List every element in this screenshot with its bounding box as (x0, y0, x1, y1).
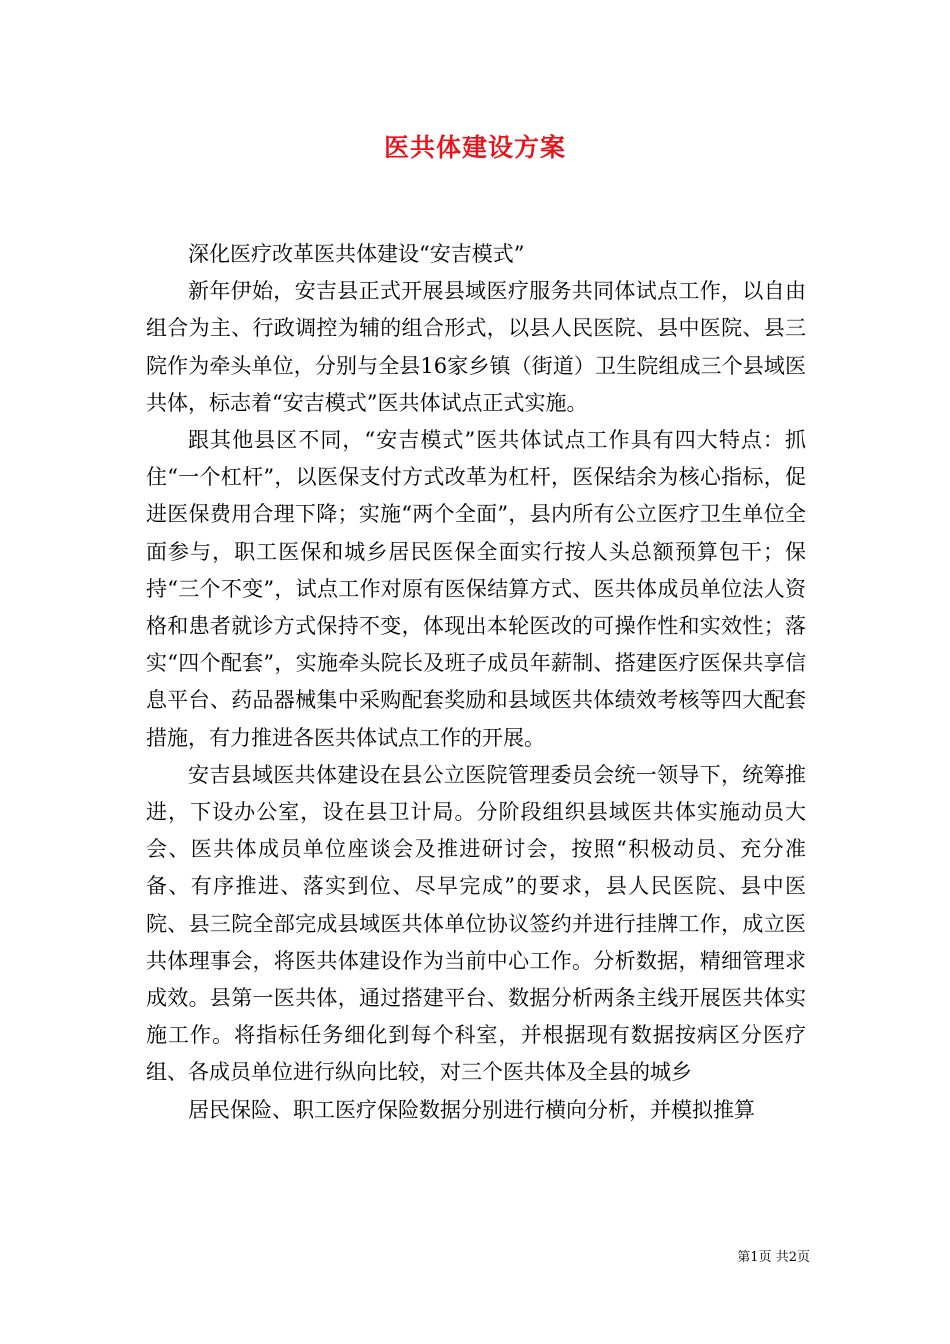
footer-prefix: 第 (737, 1250, 751, 1265)
paragraph-2: 跟其他县区不同，“安吉模式”医共体试点工作具有四大特点：抓住“一个杠杆”，以医保支付方式改革为杠杆，医保结余为核心指标，促进医保费用合理下降；实施“两个全面”，县内所有公立医疗卫生单位全面参与，职工医保和城乡居民医保全面实行按人头总额预算包干；保持“三个不变”，试点工作对原有医保结算方式、医共体成员单位法人资格和患者就诊方式保持不变，体现出本轮医改的可操作性和实效性；落实“四个配套”，实施牵头院长及班子成员年薪制、搭建医疗医保共享信息平台、药品器械集中采购配套奖励和县域医共体绩效考核等四大配套措施，有力推进各医共体试点工作的开展。 (146, 428, 806, 750)
document-title: 医共体建设方案 (383, 133, 566, 162)
page-footer (700, 1248, 810, 1268)
document-body (146, 236, 806, 1129)
footer-middle: 页 共 (758, 1250, 789, 1265)
paragraph-4: 居民保险、职工医疗保险数据分别进行横向分析，并模拟推算 (188, 1097, 755, 1122)
paragraph-subtitle: 深化医疗改革医共体建设“安吉模式” (188, 242, 525, 266)
footer-current-page: 1 (750, 1250, 759, 1265)
footer-total-pages: 2 (788, 1250, 797, 1265)
footer-suffix: 页 (796, 1250, 810, 1265)
paragraph-3: 安吉县域医共体建设在县公立医院管理委员会统一领导下，统筹推进，下设办公室，设在县卫计局。分阶段组织县域医共体实施动员大会、医共体成员单位座谈会及推进研讨会，按照“积极动员、充分准备、有序推进、落实到位、尽早完成”的要求，县人民医院、县中医院、县三院全部完成县域医共体单位协议签约并进行挂牌工作，成立医共体理事会，将医共体建设作为当前中心工作。分析数据，精细管理求成效。县第一医共体，通过搭建平台、数据分析两条主线开展医共体实施工作。将指标任务细化到每个科室，并根据现有数据按病区分医疗组、各成员单位进行纵向比较，对三个医共体及全县的城乡 (146, 762, 806, 1085)
paragraph-1: 新年伊始，安吉县正式开展县域医疗服务共同体试点工作，以自由组合为主、行政调控为辅的组合形式，以县人民医院、县中医院、县三院作为牵头单位，分别与全县16家乡镇（街道）卫生院组成三个县域医共体，标志着“安吉模式”医共体试点正式实施。 (146, 279, 806, 415)
